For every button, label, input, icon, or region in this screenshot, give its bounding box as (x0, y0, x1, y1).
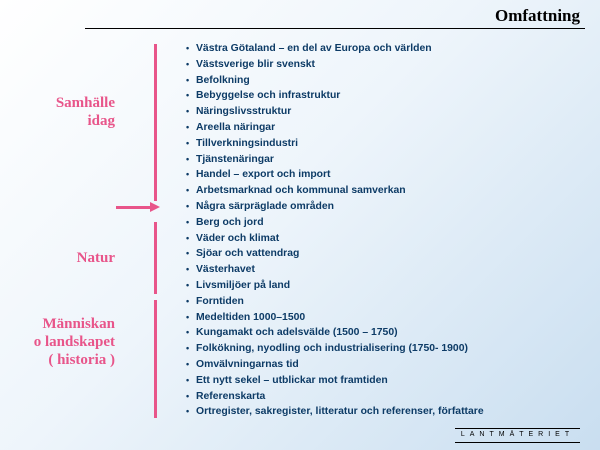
bracket-bar-natur (154, 222, 157, 294)
bullet-icon: • (186, 327, 190, 338)
list-item-text: Västsverige blir svenskt (196, 58, 315, 70)
list-item-text: Forntiden (196, 295, 244, 307)
bracket-bar-samhalle (154, 44, 157, 201)
bullet-icon: • (186, 232, 190, 243)
list-item-text: Tillverkningsindustri (196, 137, 299, 149)
bullet-icon: • (186, 153, 190, 164)
bullet-icon: • (186, 279, 190, 290)
bullet-icon: • (186, 106, 190, 117)
list-item-text: Ortregister, sakregister, litteratur och referenser, författare (196, 406, 484, 418)
list-item (186, 404, 484, 420)
list-item (186, 167, 484, 183)
bullet-icon: • (186, 343, 190, 354)
list-item (186, 88, 484, 104)
list-item-text: Västra Götaland – en del av Europa och världen (196, 43, 432, 54)
bracket-bar-manniskan (154, 300, 157, 418)
bullet-icon: • (186, 121, 190, 132)
bullet-icon: • (186, 169, 190, 180)
section-label-natur (77, 249, 115, 267)
topic-list (186, 41, 484, 420)
section-label-line: Samhälle (55, 95, 115, 111)
list-item-text: Väder och klimat (196, 232, 280, 244)
bullet-icon: • (186, 295, 190, 306)
list-item-text: Kungamakt och adelsvälde (1500 – 1750) (196, 327, 398, 339)
list-item-text: Bebyggelse och infrastruktur (196, 90, 341, 102)
bullet-icon: • (186, 264, 190, 275)
list-item (186, 325, 484, 341)
section-label-manniskan (34, 315, 115, 369)
logo-rule-bottom (455, 442, 580, 443)
list-item-text: Västerhavet (196, 264, 255, 276)
list-item-text: Några särpräglade områden (196, 200, 335, 212)
list-item (186, 294, 484, 310)
list-item (186, 136, 484, 152)
bullet-icon: • (186, 311, 190, 322)
list-item (186, 57, 484, 73)
bullet-icon: • (186, 358, 190, 369)
section-label-line: o landskapet (33, 334, 115, 350)
bullet-icon: • (186, 74, 190, 85)
list-item-text: Omvälvningarnas tid (196, 358, 299, 370)
list-item (186, 373, 484, 389)
list-item (186, 389, 484, 405)
title-divider (85, 28, 585, 29)
list-item-text: Tjänstenäringar (196, 153, 274, 165)
list-item-text: Arbetsmarknad och kommunal samverkan (196, 185, 406, 197)
list-item-text: Näringslivsstruktur (196, 106, 292, 118)
list-item (186, 183, 484, 199)
section-label-line: idag (87, 113, 115, 129)
list-item (186, 246, 484, 262)
lantmateriet-logo: LANTMÄTERIET (460, 431, 575, 438)
list-item (186, 357, 484, 373)
list-item-text: Folkökning, nyodling och industrialisering (1750- 1900) (196, 343, 468, 355)
bullet-icon: • (186, 43, 190, 53)
section-label-samhalle (56, 94, 115, 130)
list-item (186, 341, 484, 357)
list-item-text: Befolkning (196, 74, 250, 86)
bullet-icon: • (186, 200, 190, 211)
list-item (186, 120, 484, 136)
list-item (186, 310, 484, 326)
bullet-icon: • (186, 374, 190, 385)
list-item-text: Ett nytt sekel – utblickar mot framtiden (196, 374, 388, 386)
list-item (186, 152, 484, 168)
logo-rule-top (455, 428, 580, 429)
list-item (186, 215, 484, 231)
arrow-right-icon (116, 206, 152, 209)
list-item (186, 262, 484, 278)
arrow-head-icon (150, 202, 160, 212)
list-item-text: Berg och jord (196, 216, 264, 228)
list-item (186, 278, 484, 294)
list-item-text: Livsmiljöer på land (196, 279, 291, 291)
list-item (186, 104, 484, 120)
bullet-icon: • (186, 248, 190, 259)
section-label-line: ( historia ) (48, 352, 115, 368)
list-item (186, 73, 484, 89)
list-item-text: Handel – export och import (196, 169, 331, 181)
bullet-icon: • (186, 137, 190, 148)
list-item (186, 231, 484, 247)
list-item-text: Sjöar och vattendrag (196, 248, 300, 260)
section-label-line: Natur (76, 250, 115, 266)
section-label-line: Människan (42, 316, 115, 332)
list-item (186, 199, 484, 215)
bullet-icon: • (186, 58, 190, 69)
list-item-text: Areella näringar (196, 121, 276, 133)
bullet-icon: • (186, 185, 190, 196)
bullet-icon: • (186, 216, 190, 227)
list-item (186, 41, 484, 57)
list-item-text: Medeltiden 1000–1500 (196, 311, 306, 323)
bullet-icon: • (186, 406, 190, 417)
page-title: Omfattning (495, 6, 580, 25)
list-item-text: Referenskarta (196, 390, 266, 402)
bullet-icon: • (186, 90, 190, 101)
bullet-icon: • (186, 390, 190, 401)
